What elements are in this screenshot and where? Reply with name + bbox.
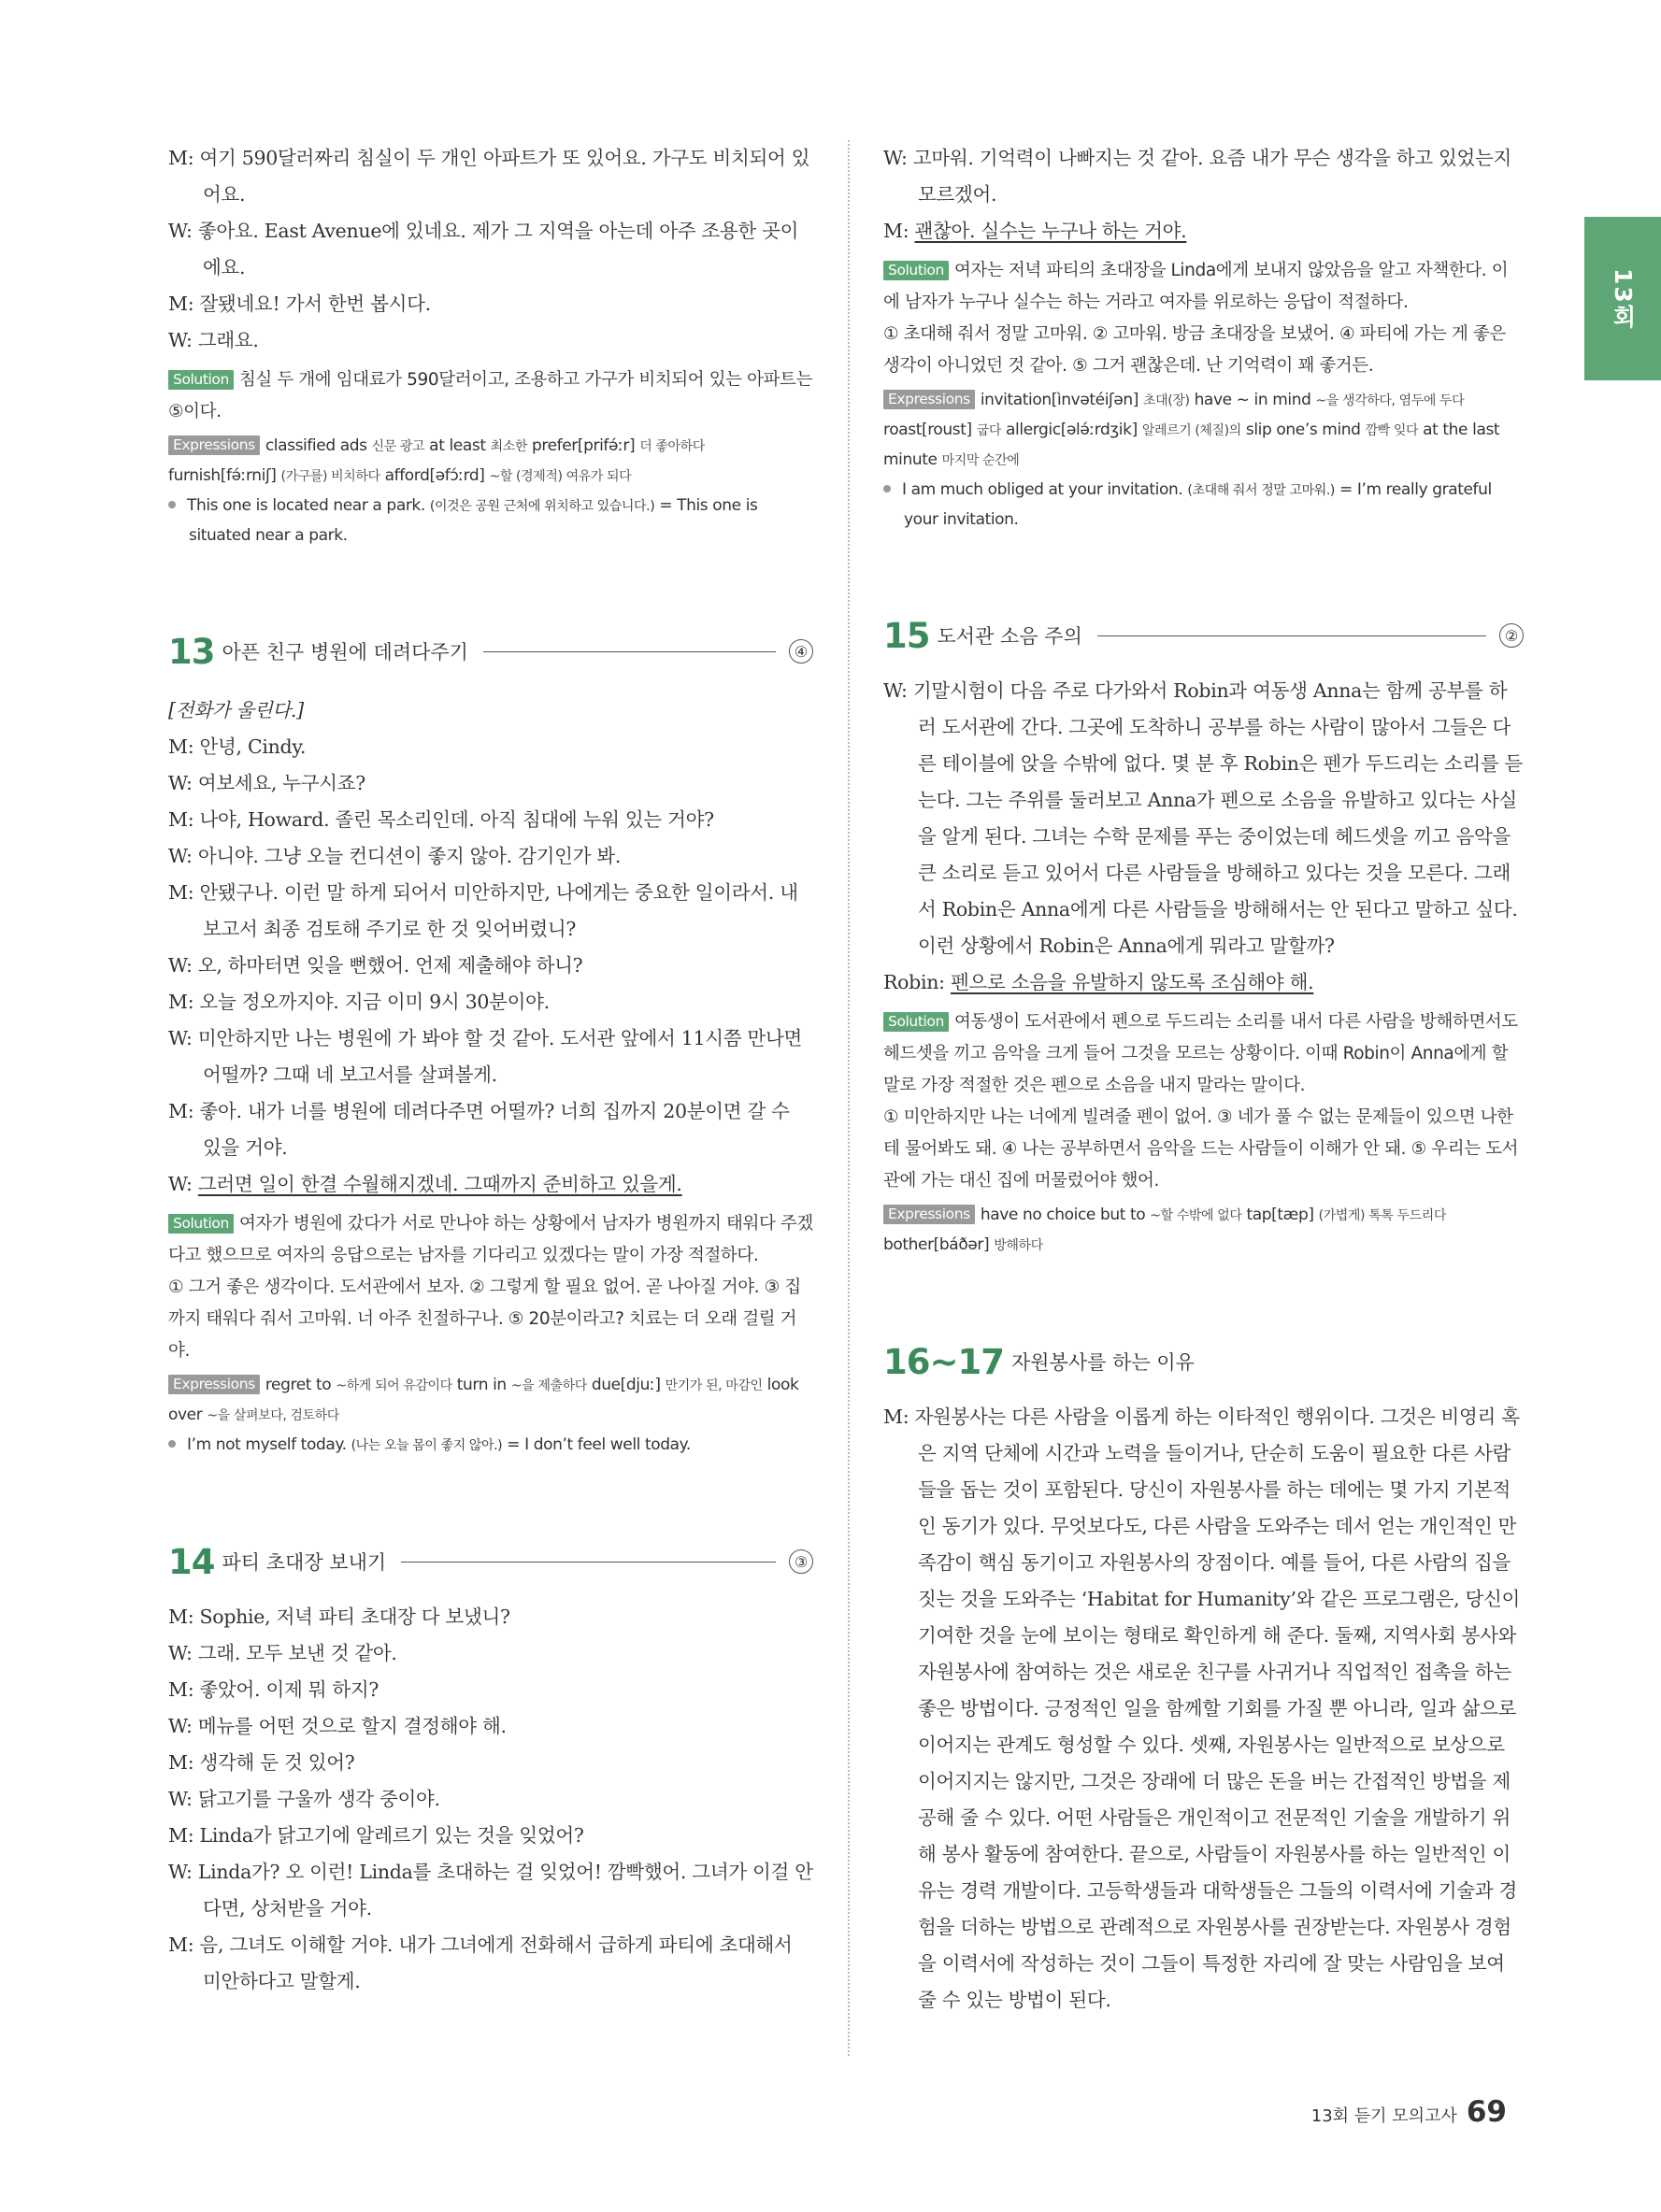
solution-tag: Solution (883, 261, 949, 280)
solution (168, 364, 813, 428)
monologue-text: 자원봉사는 다른 사람을 이롭게 하는 이타적인 행위이다. 그것은 비영리 혹은 지역 단체에 시간과 노력을 들이거나, 단순히 도움이 필요한 다른 사람들을 돕는 것이 포함된다. 당신이 자원봉사를 하는 데에는 몇 가지 기본적인 동기가 있다. 무엇보다도, 다른 사람을 도와주는 데서 얻는 개인적인 만족감이 핵심 동기이고 자원봉사의 장점이다. 예를 들어, 다른 사람의 집을 짓는 것을 도와주는 ‘Habitat for Humanity’와 같은 프로그램은, 당신이 기여한 것을 눈에 보이는 형태로 확인하게 해 준다. 둘째, 지역사회 봉사와 자원봉사에 참여하는 것은 새로운 친구를 사귀거나 직업적인 접촉을 하는 좋은 방법이다. 긍정적인 일을 함께할 기회를 가질 뿐 아니라, 일과 삶으로 이어지는 관계도 형성할 수 있다. 셋째, 자원봉사는 일반적으로 보상으로 이어지지는 않지만, 그것은 장래에 더 많은 돈을 버는 간접적인 방법을 제공해 줄 수 있다. 어떤 사람들은 개인적이고 전문적인 기술을 개발하기 위해 봉사 활동에 참여한다. 끝으로, 사람들이 자원봉사를 하는 일반적인 이유는 경력 개발이다. 고등학생들과 대학생들은 그들의 이력서에 기술과 경험을 더하는 방법으로 관례적으로 자원봉사를 권장받는다. 자원봉사 경험을 이력서에 작성하는 것이 그들이 특정한 자리에 잘 맞는 사람임을 보여 줄 수 있는 방법이 된다. (914, 1406, 1521, 2011)
speaker: M: (168, 881, 194, 904)
line-text: 미안하지만 나는 병원에 가 봐야 할 것 같아. 도서관 앞에서 11시쯤 만나면 어떨까? 그때 네 보고서를 살펴볼게. (197, 1027, 802, 1086)
right-column (883, 140, 1524, 2019)
speaker: W: (168, 1715, 193, 1737)
page-number: 69 (1466, 2095, 1507, 2129)
dialogue-line (883, 140, 1524, 213)
speaker: M: (168, 1934, 194, 1956)
speaker: W: (168, 1027, 193, 1049)
speaker: M: (168, 808, 194, 831)
solution-text: 여자가 병원에 갔다가 서로 만나야 하는 상황에서 남자가 병원까지 태워다 주겠다고 했으므로 여자의 응답으로는 남자를 기다리고 있겠다는 말이 가장 적절하다. (168, 1214, 813, 1265)
dialogue-line (883, 964, 1524, 1001)
dialogue-line (168, 875, 813, 948)
page-footer (1311, 2095, 1507, 2129)
question-title: 도서관 소음 주의 (937, 625, 1082, 648)
speaker: M: (883, 220, 909, 242)
expression-kr: 최소한 (490, 439, 527, 454)
line-text: Sophie, 저녁 파티 초대장 다 보냈니? (199, 1605, 510, 1628)
question-16-17 (883, 1335, 1524, 2019)
expression-kr: ~할 수밖에 없다 (1150, 1208, 1242, 1223)
side-tab-label: 13회 (1610, 267, 1637, 330)
expressions (883, 1201, 1524, 1261)
expression-kr: ~을 살펴보다, 검토하다 (207, 1408, 339, 1423)
dialogue-line (168, 1635, 813, 1672)
line-text: 그래. 모두 보낸 것 같아. (197, 1642, 397, 1664)
solution-options: ① 미안하지만 나는 너에게 빌려줄 펜이 없어. ③ 네가 풀 수 없는 문제들이 있으면 나한테 물어봐도 돼. ④ 나는 공부하면서 음악을 드는 사람들이 이해가 안 돼. ⑤ 우리는 도서관에 가는 대신 집에 머물렀어야 했어. (883, 1107, 1519, 1191)
speaker: M: (168, 1751, 194, 1774)
line-text: 아니야. 그냥 오늘 컨디션이 좋지 않아. 감기인가 봐. (197, 845, 622, 867)
question-15 (883, 609, 1524, 1261)
dialogue-line (168, 984, 813, 1020)
expression-kr: 신문 광고 (371, 439, 425, 454)
expression-kr: 알레르기 (체질)의 (1141, 423, 1241, 438)
header-rule (1097, 635, 1486, 636)
speaker: W: (168, 220, 193, 242)
dialogue-line (168, 1708, 813, 1745)
dialogue-line (168, 1093, 813, 1166)
expression-en: regret to (265, 1376, 332, 1394)
solution-tag: Solution (883, 1012, 949, 1032)
question-header (168, 625, 813, 678)
dialogue-line (168, 1672, 813, 1708)
speaker: M: (168, 1605, 194, 1628)
line-text: Linda가 닭고기에 알레르기 있는 것을 잊었어? (199, 1824, 584, 1847)
expression-en: afford[əfɔ́ːrd] (384, 466, 485, 485)
bullet-en: I am much obliged at your invitation. (902, 480, 1183, 499)
solution-text: 침실 두 개에 임대료가 590달러이고, 조용하고 가구가 비치되어 있는 아파트는 ⑤이다. (168, 370, 813, 421)
speaker: M: (168, 991, 194, 1013)
dialogue-line (168, 802, 813, 838)
answer-badge: ③ (789, 1549, 813, 1574)
left-column (168, 140, 813, 2000)
expression-en: have no choice but to (980, 1206, 1146, 1224)
expression-en: invitation[ìnvətéiʃən] (980, 391, 1139, 409)
expression-en: due[djuː] (591, 1376, 661, 1394)
expression-en: roast[roust] (883, 421, 972, 439)
answer-badge: ④ (789, 639, 813, 664)
expressions (168, 1371, 813, 1431)
expression-bullet (168, 1431, 813, 1461)
line-text: 오, 하마터면 잊을 뻔했어. 언제 제출해야 하니? (197, 954, 583, 977)
speaker: M: (168, 1100, 194, 1122)
speaker: M: (168, 293, 194, 315)
answer-line: 괜찮아. 실수는 누구나 하는 거야. (914, 220, 1187, 242)
dialogue-line (168, 1781, 813, 1818)
question-14 (168, 1535, 813, 2000)
line-text: 오늘 정오까지야. 지금 이미 9시 30분이야. (199, 991, 550, 1013)
expression-kr: 더 좋아하다 (639, 439, 705, 454)
footer-text: 13회 듣기 모의고사 (1310, 2106, 1457, 2126)
line-text: 안됐구나. 이런 말 하게 되어서 미안하지만, 나에게는 중요한 일이라서. 내 보고서 최종 검토해 주기로 한 것 잊어버렸니? (199, 881, 798, 940)
dialogue-line (168, 1818, 813, 1854)
expression-kr: 방해하다 (994, 1238, 1043, 1253)
speaker: W: (883, 679, 908, 702)
bullet-en: This one is located near a park. (187, 496, 425, 515)
bullet-dot (883, 485, 891, 492)
speaker: Robin: (883, 971, 945, 993)
expression-kr: 초대(장) (1143, 393, 1190, 408)
dialogue-line (168, 1599, 813, 1635)
bullet-en2: = I don’t feel well today. (507, 1435, 691, 1454)
expression-kr: ~을 제출하다 (510, 1378, 587, 1393)
line-text: 그래요. (197, 329, 259, 351)
expression-en: at least (429, 436, 486, 455)
q14-tail (883, 140, 1524, 535)
expression-kr: (가볍게) 톡톡 두드리다 (1318, 1208, 1446, 1223)
answer-badge: ② (1499, 623, 1524, 648)
solution-text: 여동생이 도서관에서 펜으로 두드리는 소리를 내서 다른 사람을 방해하면서도 헤드셋을 끼고 음악을 크게 들어 그것을 모르는 상황이다. 이때 Robin이 Anna에게 할 말로 가장 적절한 것은 펜으로 소음을 내지 말라는 말이다. (883, 1012, 1518, 1095)
expressions (168, 432, 813, 492)
expression-kr: 만기가 된, 마감인 (665, 1378, 763, 1393)
solution (883, 1006, 1524, 1102)
expression-en: look over (168, 1376, 799, 1424)
dialogue-line (168, 1927, 813, 2000)
expression-en: bother[báðər] (883, 1235, 990, 1254)
monologue (883, 1399, 1524, 2019)
speaker: M: (883, 1406, 909, 1428)
speaker: W: (883, 147, 908, 169)
question-header (168, 1535, 813, 1588)
bullet-en2: = This one is situated near a park. (189, 496, 758, 545)
line-text: 메뉴를 어떤 것으로 할지 결정해야 해. (197, 1715, 507, 1737)
expression-en: furnish[fə́ːrniʃ] (168, 466, 277, 485)
expression-en: tap[tæp] (1246, 1206, 1314, 1224)
question-title: 자원봉사를 하는 이유 (1010, 1351, 1195, 1374)
expression-en: slip one’s mind (1245, 421, 1361, 439)
dialogue-line (168, 1020, 813, 1093)
question-title: 파티 초대장 보내기 (222, 1551, 387, 1574)
answer-line: 펜으로 소음을 유발하지 않도록 조심해야 해. (951, 971, 1314, 993)
expression-bullet (883, 476, 1524, 535)
expressions-tag: Expressions (168, 435, 260, 455)
expression-kr: 마지막 순간에 (941, 453, 1020, 468)
question-header (883, 609, 1524, 662)
line-text: 안녕, Cindy. (199, 735, 307, 758)
dialogue (168, 140, 813, 359)
question-header (883, 1335, 1524, 1388)
expression-en: classified ads (265, 436, 367, 455)
header-rule (401, 1562, 776, 1563)
dialogue-line (168, 948, 813, 984)
expression-en: prefer[prifə́ːr] (532, 436, 636, 455)
expression-kr: 깜빡 잊다 (1365, 423, 1419, 438)
expression-kr: ~할 (경제적) 여유가 되다 (489, 469, 632, 484)
expression-en: have ~ in mind (1194, 391, 1311, 409)
dialogue (168, 729, 813, 1166)
expression-en: turn in (456, 1376, 507, 1394)
bullet-kr: (나는 오늘 몸이 좋지 않아.) (351, 1438, 503, 1453)
expression-kr: ~을 생각하다, 염두에 두다 (1315, 393, 1465, 408)
narration-text: 기말시험이 다음 주로 다가와서 Robin과 여동생 Anna는 함께 공부를 하러 도서관에 간다. 그곳에 도착하니 공부를 하는 사람이 많아서 그들은 다른 테이블에 앉을 수밖에 없다. 몇 분 후 Robin은 펜가 두드리는 소리를 듣는다. 그는 주위를 둘러보고 Anna가 펜으로 소음을 유발하고 있다는 사실을 알게 된다. 그녀는 수학 문제를 푸는 중이었는데 헤드셋을 끼고 음악을 큰 소리로 듣고 있어서 다른 사람들을 방해하고 있다는 것을 모른다. 그래서 Robin은 Anna에게 다른 사람들을 방해해서는 안 된다고 말하고 싶다. 이런 상황에서 Robin은 Anna에게 뭐라고 말할까? (912, 679, 1524, 957)
column-divider (848, 140, 850, 2056)
speaker: M: (168, 147, 194, 169)
dialogue (168, 1599, 813, 2000)
solution-tag: Solution (168, 1214, 234, 1234)
line-text: 좋아요. East Avenue에 있네요. 제가 그 지역을 아는데 아주 조용한 곳이에요. (197, 220, 799, 278)
expressions-tag: Expressions (883, 390, 975, 409)
question-13 (168, 625, 813, 1461)
dialogue-line (168, 1745, 813, 1781)
line-text: 여보세요, 누구시죠? (197, 772, 365, 794)
side-tab (1584, 217, 1661, 380)
dialogue-line (168, 1166, 813, 1203)
speaker: W: (168, 954, 193, 977)
bullet-en: I’m not myself today. (187, 1435, 347, 1454)
line-text: 음, 그녀도 이해할 거야. 내가 그녀에게 전화해서 급하게 파티에 초대해서 미안하다고 말할게. (199, 1934, 793, 1992)
dialogue-line (168, 765, 813, 802)
line-text: 여기 590달러짜리 침실이 두 개인 아파트가 또 있어요. 가구도 비치되어 있어요. (199, 147, 810, 206)
dialogue-line (168, 1854, 813, 1927)
question-number: 15 (883, 615, 930, 656)
narration (883, 673, 1524, 964)
speaker: M: (168, 735, 194, 758)
bullet-kr: (이것은 공원 근처에 위치하고 있습니다.) (429, 499, 655, 514)
bullet-dot (168, 501, 176, 508)
dialogue-line (168, 838, 813, 875)
line-text: 나야, Howard. 졸린 목소리인데. 아직 침대에 누워 있는 거야? (199, 808, 714, 831)
speaker: W: (168, 329, 193, 351)
line-text: 생각해 둔 것 있어? (199, 1751, 355, 1774)
expression-en: at the last minute (883, 421, 1500, 469)
expression-bullet (168, 492, 813, 550)
line-text: Linda가? 오 이런! Linda를 초대하는 걸 잊었어! 깜빡했어. 그녀가 이걸 안다면, 상처받을 거야. (197, 1861, 813, 1919)
answer-line: 그러면 일이 한결 수월해지겠네. 그때까지 준비하고 있을게. (197, 1173, 682, 1195)
dialogue-line (168, 213, 813, 286)
line-text: 좋아. 내가 너를 병원에 데려다주면 어떨까? 너희 집까지 20분이면 갈 수 있을 거야. (199, 1100, 790, 1159)
solution-tag: Solution (168, 370, 234, 390)
bullet-en2: = I’m really grateful your invitation. (904, 480, 1492, 529)
speaker: M: (168, 1678, 194, 1701)
speaker: W: (168, 1642, 193, 1664)
line-text: 닭고기를 구울까 생각 중이야. (197, 1788, 440, 1810)
speaker: W: (168, 1861, 193, 1883)
solution-text: 여자는 저녁 파티의 초대장을 Linda에게 보내지 않았음을 알고 자책한다. 이에 남자가 누구나 실수는 하는 거라고 여자를 위로하는 응답이 적절하다. (883, 261, 1509, 312)
question-title: 아픈 친구 병원에 데려다주기 (222, 641, 468, 664)
dialogue (883, 140, 1524, 213)
header-rule (483, 651, 776, 652)
dialogue-line (883, 213, 1524, 250)
line-text: 고마워. 기억력이 나빠지는 것 같아. 요즘 내가 무슨 생각을 하고 있었는지 모르겠어. (912, 147, 1512, 206)
solution-options: ① 초대해 줘서 정말 고마워. ② 고마워. 방금 초대장을 보냈어. ④ 파티에 가는 게 좋은 생각이 아니었던 것 같아. ⑤ 그거 괜찮은데. 난 기억력이 꽤 좋거든. (883, 324, 1506, 376)
stage-direction: [전화가 울린다.] (168, 699, 304, 721)
solution (883, 255, 1524, 319)
dialogue-line (168, 322, 813, 359)
expression-kr: ~하게 되어 유감이다 (336, 1378, 452, 1393)
question-number: 14 (168, 1541, 215, 1582)
q12-tail (168, 140, 813, 550)
solution-options: ① 그거 좋은 생각이다. 도서관에서 보자. ② 그렇게 할 필요 없어. 곧 나아질 거야. ③ 집까지 태워다 줘서 고마워. 너 아주 친절하구나. ⑤ 20분이라고? 치료는 더 오래 걸릴 거야. (168, 1277, 801, 1361)
speaker: W: (168, 772, 193, 794)
line-text: 잘됐네요! 가서 한번 봅시다. (199, 293, 431, 315)
expressions (883, 386, 1524, 476)
expression-en: allergic[ələ́ːrdʒik] (1006, 421, 1138, 439)
expressions-tag: Expressions (883, 1205, 975, 1224)
speaker: W: (168, 1173, 193, 1195)
expressions-tag: Expressions (168, 1375, 260, 1394)
expression-kr: (가구를) 비치하다 (280, 469, 380, 484)
dialogue-line (168, 140, 813, 213)
question-number: 16~17 (883, 1341, 1004, 1382)
question-number: 13 (168, 631, 215, 672)
speaker: W: (168, 845, 193, 867)
speaker: M: (168, 1824, 194, 1847)
speaker: W: (168, 1788, 193, 1810)
line-text: 좋았어. 이제 뭐 하지? (199, 1678, 379, 1701)
dialogue-line (168, 729, 813, 765)
bullet-kr: (초대해 줘서 정말 고마워.) (1187, 483, 1335, 498)
expression-kr: 굽다 (976, 423, 1002, 438)
dialogue-line (168, 286, 813, 322)
bullet-dot (168, 1440, 176, 1448)
solution (168, 1208, 813, 1272)
